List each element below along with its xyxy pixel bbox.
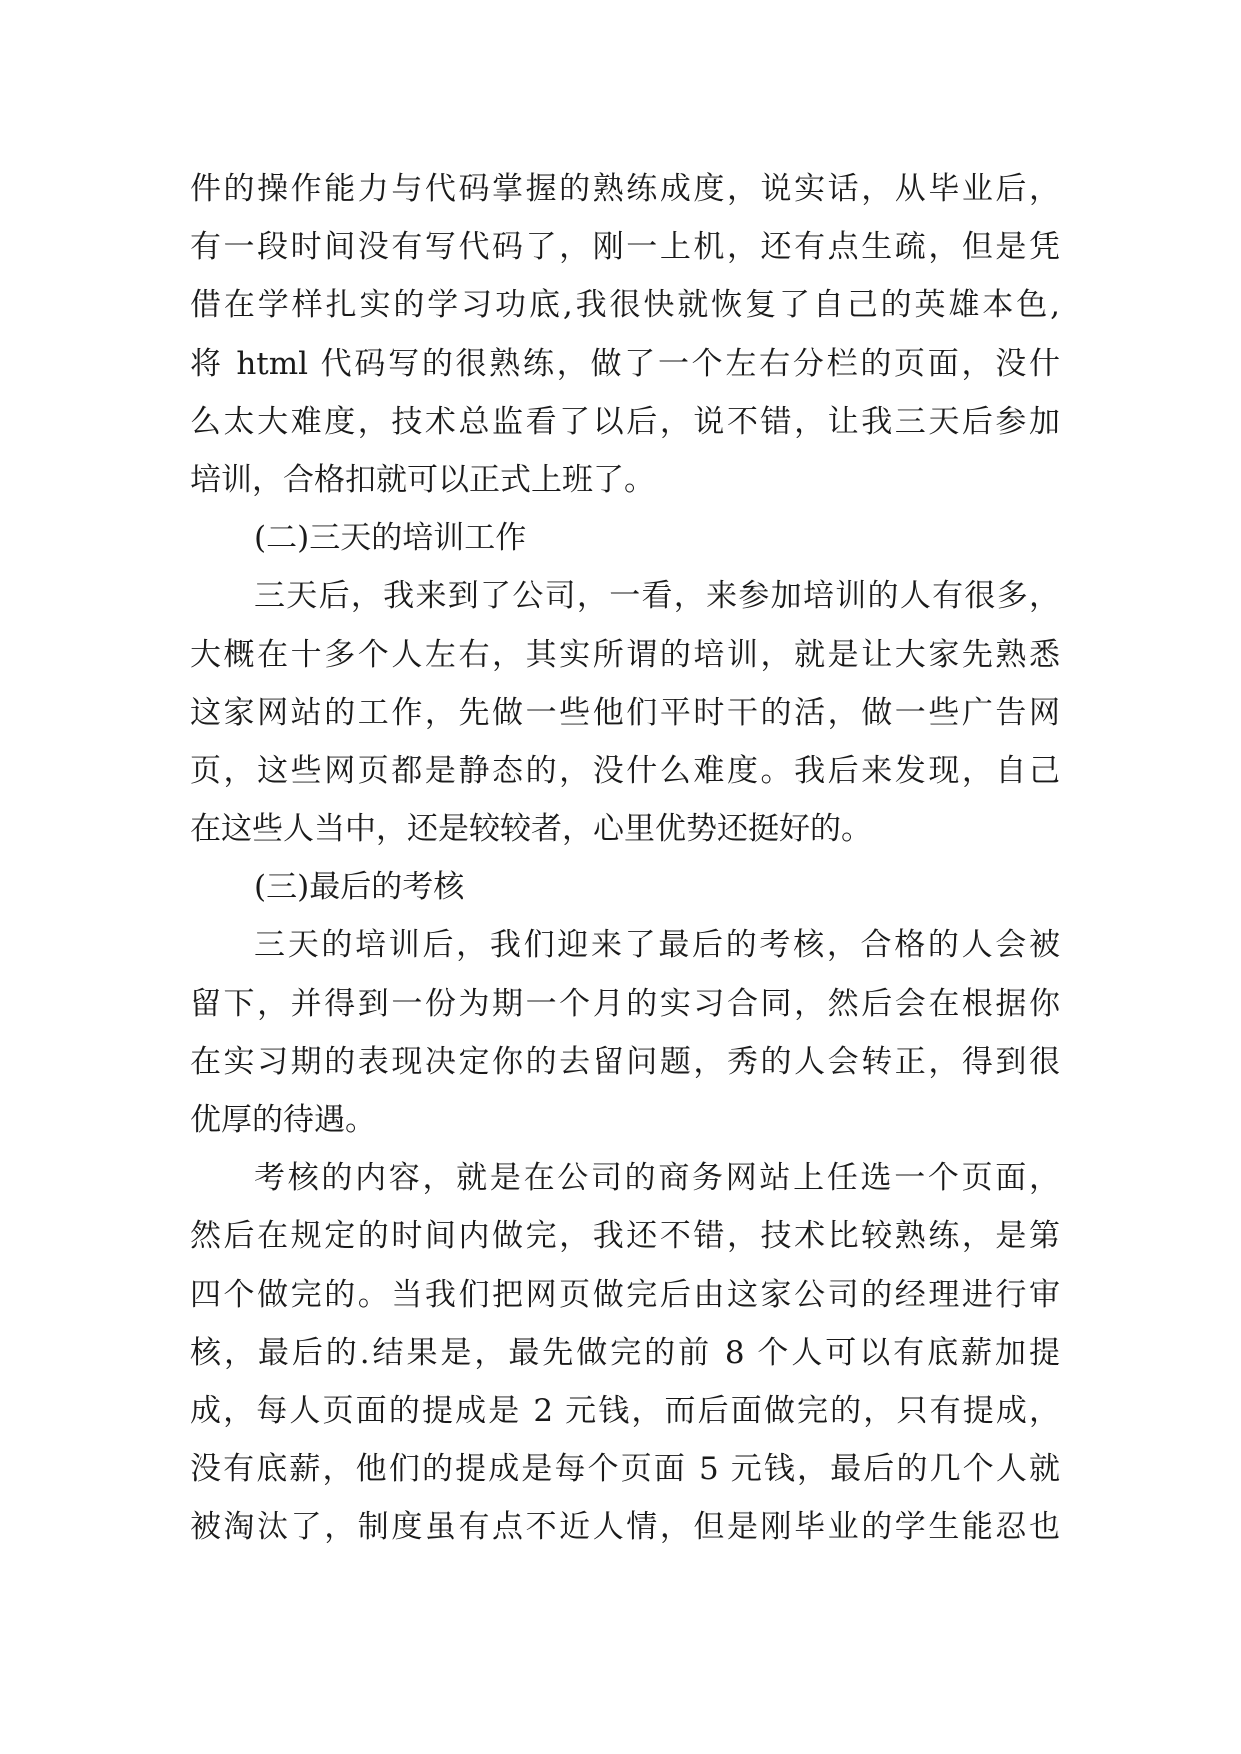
- text-line: 四个做完的。当我们把网页做完后由这家公司的经理进行审: [190, 1276, 1060, 1313]
- text-line: 在这些人当中，还是较较者，心里优势还挺好的。: [190, 811, 872, 848]
- text-line: 核，最后的.结果是，最先做完的前 8 个人可以有底薪加提: [190, 1334, 1060, 1371]
- text-line: 页，这些网页都是静态的，没什么难度。我后来发现，自己: [190, 752, 1060, 789]
- text-line: 培训，合格扣就可以正式上班了。: [190, 461, 655, 498]
- text-line: 考核的内容，就是在公司的商务网站上任选一个页面，: [254, 1160, 1060, 1197]
- text-line: 件的操作能力与代码掌握的熟练成度，说实话，从毕业后，: [190, 171, 1060, 207]
- text-line: 三天的培训后，我们迎来了最后的考核，合格的人会被: [254, 927, 1060, 964]
- text-line: 被淘汰了，制度虽有点不近人情，但是刚毕业的学生能忍也: [190, 1509, 1060, 1546]
- text-line: 借在学样扎实的学习功底,我很快就恢复了自己的英雄本色,: [190, 287, 1060, 324]
- text-line: (三)最后的考核: [254, 869, 465, 906]
- document-body: [190, 160, 1060, 1557]
- text-line: 留下，并得到一份为期一个月的实习合同，然后会在根据你: [190, 985, 1060, 1022]
- text-line: 么太大难度，技术总监看了以后，说不错，让我三天后参加: [190, 403, 1060, 440]
- text-line: 大概在十多个人左右，其实所谓的培训，就是让大家先熟悉: [190, 636, 1060, 673]
- text-line: 成，每人页面的提成是 2 元钱，而后面做完的，只有提成，: [190, 1392, 1060, 1429]
- text-line: 三天后，我来到了公司，一看，来参加培训的人有很多，: [254, 578, 1060, 615]
- text-line: 有一段时间没有写代码了，刚一上机，还有点生疏，但是凭: [190, 229, 1060, 266]
- text-line: 然后在规定的时间内做完，我还不错，技术比较熟练，是第: [190, 1218, 1060, 1255]
- text-line: 没有底薪，他们的提成是每个页面 5 元钱，最后的几个人就: [190, 1451, 1060, 1488]
- text-line: 优厚的待遇。: [190, 1102, 376, 1138]
- text-line: (二)三天的培训工作: [254, 520, 527, 557]
- text-line: 这家网站的工作，先做一些他们平时干的活，做一些广告网: [190, 694, 1060, 731]
- text-line: 将 html 代码写的很熟练，做了一个左右分栏的页面，没什: [190, 345, 1060, 382]
- text-line: 在实习期的表现决定你的去留问题，秀的人会转正，得到很: [190, 1043, 1060, 1080]
